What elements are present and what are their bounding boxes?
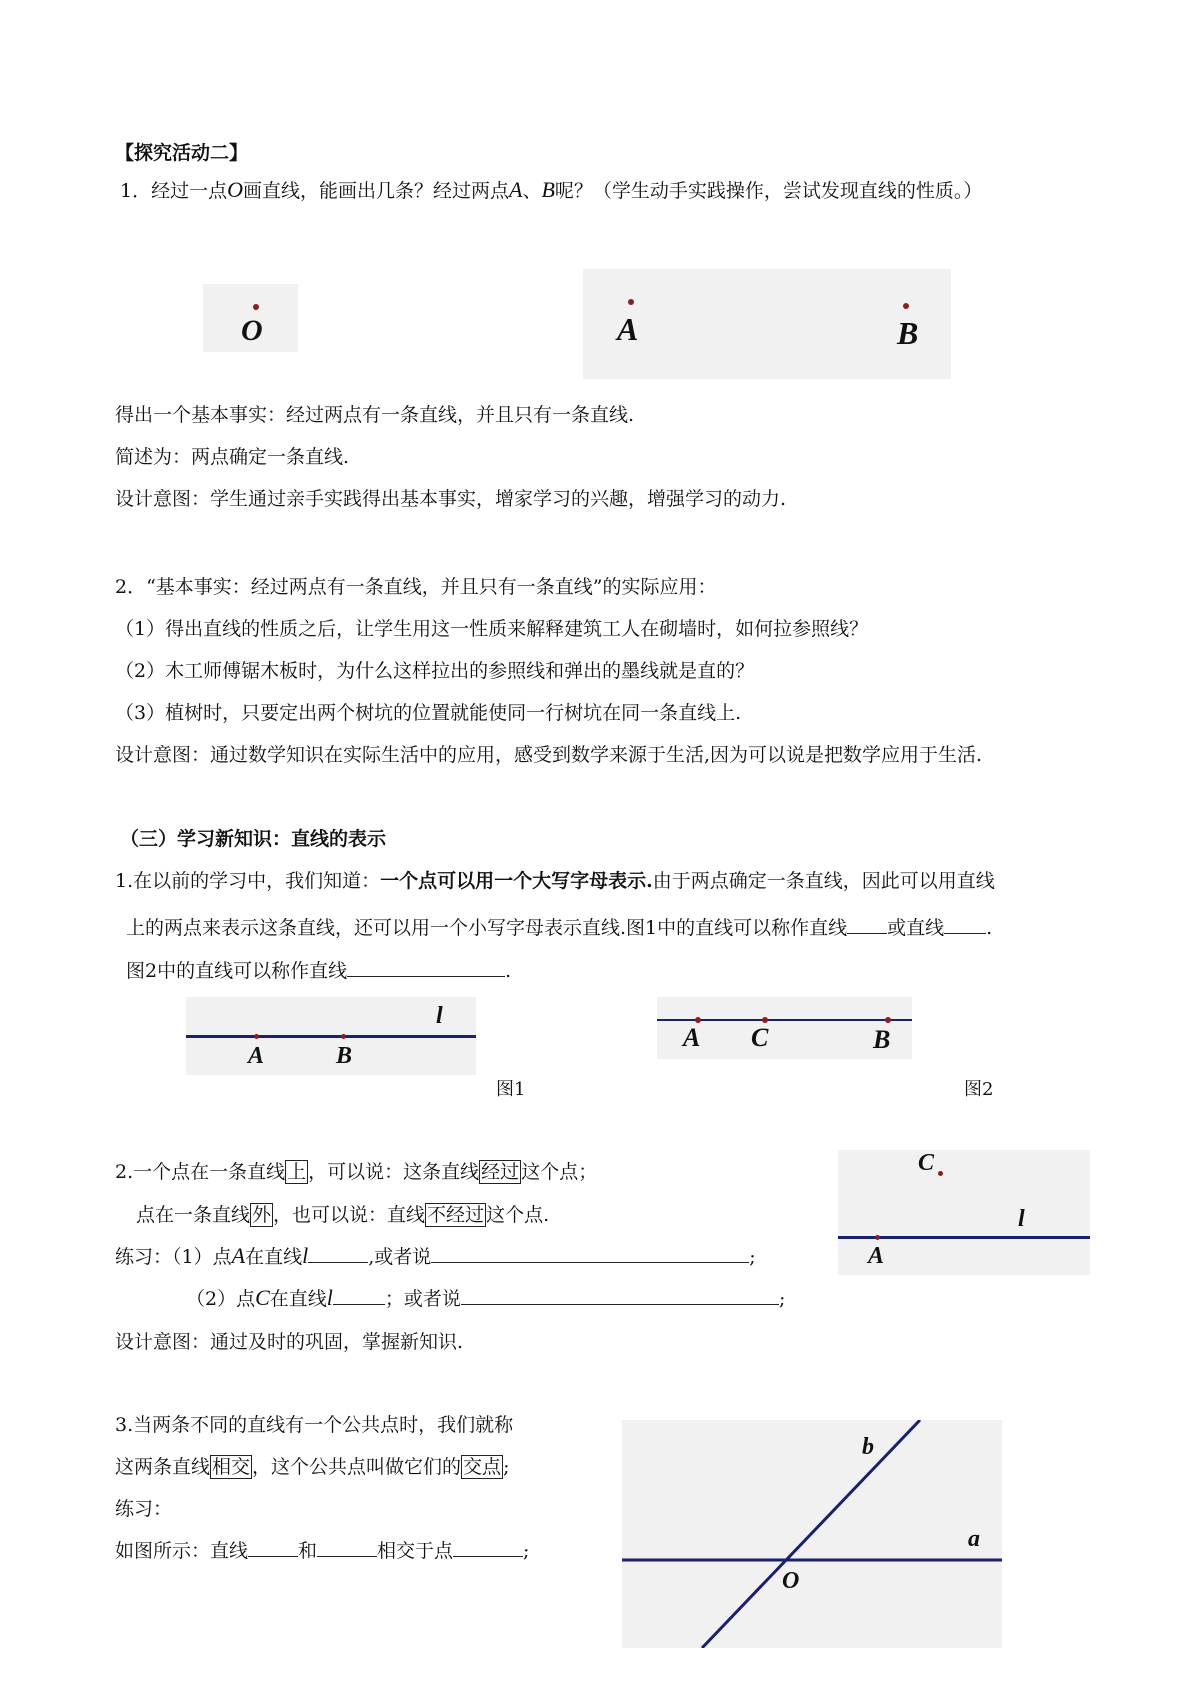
exercise-3-label: 练习： (115, 1498, 173, 1520)
point-o-label: O (241, 314, 263, 347)
exercise-3: 如图所示：直线 和 相交于点 ; (115, 1540, 530, 1562)
blank-ex3-line-2[interactable] (317, 1539, 377, 1557)
figure-3-label-a: A (868, 1243, 885, 1269)
blank-ex3-line-1[interactable] (248, 1539, 298, 1557)
question-1: 1．经过一点O画直线，能画出几条？经过两点A、B呢？（学生动手实践操作，尝试发现直线的性质。） (120, 177, 983, 202)
blank-fig2-line[interactable] (347, 959, 505, 977)
design-intent-1: 设计意图：学生通过亲手实践得出基本事实，增家学习的兴趣，增强学习的动力. (115, 488, 787, 510)
figure-2-point-b (885, 1017, 891, 1023)
figure-3-point-a (875, 1235, 880, 1240)
paragraph-1-line-1: 1.在以前的学习中，我们知道：一个点可以用一个大写字母表示.由于两点确定一条直线，因此可以用直线 (115, 870, 995, 892)
blank-ex2-relation[interactable] (333, 1287, 385, 1305)
figure-2-label-c: C (751, 1023, 769, 1052)
figure-2-label-a: A (683, 1023, 701, 1052)
figure-4-lines (622, 1420, 1002, 1648)
figure-4-label-b: b (862, 1434, 874, 1460)
figure-1 (186, 997, 476, 1075)
exercise-1: 练习：（1）点A在直线l ,或者说 ; (115, 1243, 756, 1268)
figure-2-label-b: B (873, 1025, 891, 1054)
section-heading-activity2: 【探究活动二】 (115, 142, 249, 164)
blank-ex2-statement[interactable] (461, 1287, 779, 1305)
figure-1-label-l: l (436, 1003, 443, 1029)
figure-4-line-b (702, 1420, 920, 1648)
blank-ex3-point[interactable] (453, 1539, 523, 1557)
figure-1-label-a: A (248, 1043, 265, 1069)
figure-3 (838, 1150, 1090, 1275)
figure-1-point-b (341, 1034, 346, 1039)
figure-3-label-l: l (1018, 1206, 1025, 1232)
application-2: （2）木工师傅锯木板时，为什么这样拉出的参照线和弹出的墨线就是直的？ (115, 660, 755, 682)
figure-point-o (203, 284, 298, 352)
boxed-word-on: 上 (287, 1161, 307, 1183)
figure-2-caption: 图2 (964, 1079, 994, 1100)
blank-fig1-line-2[interactable] (944, 916, 986, 934)
boxed-word-not-pass: 不经过 (427, 1204, 485, 1226)
figure-points-ab (583, 269, 951, 379)
paragraph-2-line-2: 点在一条直线 外 ，也可以说：直线 不经过 这个点. (136, 1204, 550, 1226)
question-2: 2．“基本事实：经过两点有一条直线，并且只有一条直线”的实际应用： (115, 576, 717, 598)
blank-ex1-relation[interactable] (308, 1245, 368, 1263)
section-heading-new-knowledge: （三）学习新知识：直线的表示 (120, 828, 387, 850)
application-1: （1）得出直线的性质之后，让学生用这一性质来解释建筑工人在砌墙时，如何拉参照线？ (115, 618, 869, 640)
basic-fact: 得出一个基本事实：经过两点有一条直线，并且只有一条直线. (115, 404, 635, 426)
figure-4-label-a: a (968, 1526, 980, 1552)
application-3: （3）植树时，只要定出两个树坑的位置就能使同一行树坑在同一条直线上. (115, 702, 742, 724)
point-a-dot (628, 299, 634, 305)
paragraph-1-line-3: 图2中的直线可以称作直线 . (126, 960, 512, 982)
point-b-label: B (897, 315, 919, 351)
figure-3-label-c: C (918, 1150, 935, 1176)
figure-4-label-o: O (782, 1568, 800, 1594)
point-a-label: A (617, 311, 639, 347)
figure-1-caption: 图1 (496, 1079, 526, 1100)
paragraph-3-line-2: 这两条直线 相交 ，这个公共点叫做它们的 交点 ; (115, 1456, 510, 1478)
boxed-word-intersect: 相交 (212, 1456, 251, 1478)
boxed-word-outside: 外 (252, 1204, 272, 1226)
figure-4 (622, 1420, 1002, 1648)
design-intent-3: 设计意图：通过及时的巩固，掌握新知识. (115, 1331, 464, 1353)
paragraph-3-line-1: 3.当两条不同的直线有一个公共点时，我们就称 (115, 1414, 514, 1436)
figure-1-line (186, 1035, 476, 1038)
figure-2 (657, 997, 912, 1059)
design-intent-2: 设计意图：通过数学知识在实际生活中的应用，感受到数学来源于生活,因为可以说是把数学应用于生活. (115, 744, 983, 766)
blank-fig1-line-1[interactable] (847, 916, 887, 934)
figure-1-label-b: B (336, 1043, 353, 1069)
figure-1-point-a (254, 1034, 259, 1039)
point-o-dot (253, 304, 259, 310)
blank-ex1-statement[interactable] (431, 1245, 749, 1263)
boxed-word-intersection-point: 交点 (463, 1456, 502, 1478)
exercise-2: （2）点C在直线l ；或者说 ; (186, 1285, 786, 1310)
paragraph-2-line-1: 2.一个点在一条直线 上 ，可以说：这条直线 经过 这个点； (115, 1161, 598, 1183)
figure-3-point-c (938, 1171, 943, 1176)
point-b-dot (903, 303, 909, 309)
boxed-word-passes: 经过 (481, 1161, 520, 1183)
brief-statement: 简述为：两点确定一条直线. (115, 446, 350, 468)
paragraph-1-line-2: 上的两点来表示这条直线，还可以用一个小写字母表示直线.图1中的直线可以称作直线 或直线 . (126, 917, 993, 939)
